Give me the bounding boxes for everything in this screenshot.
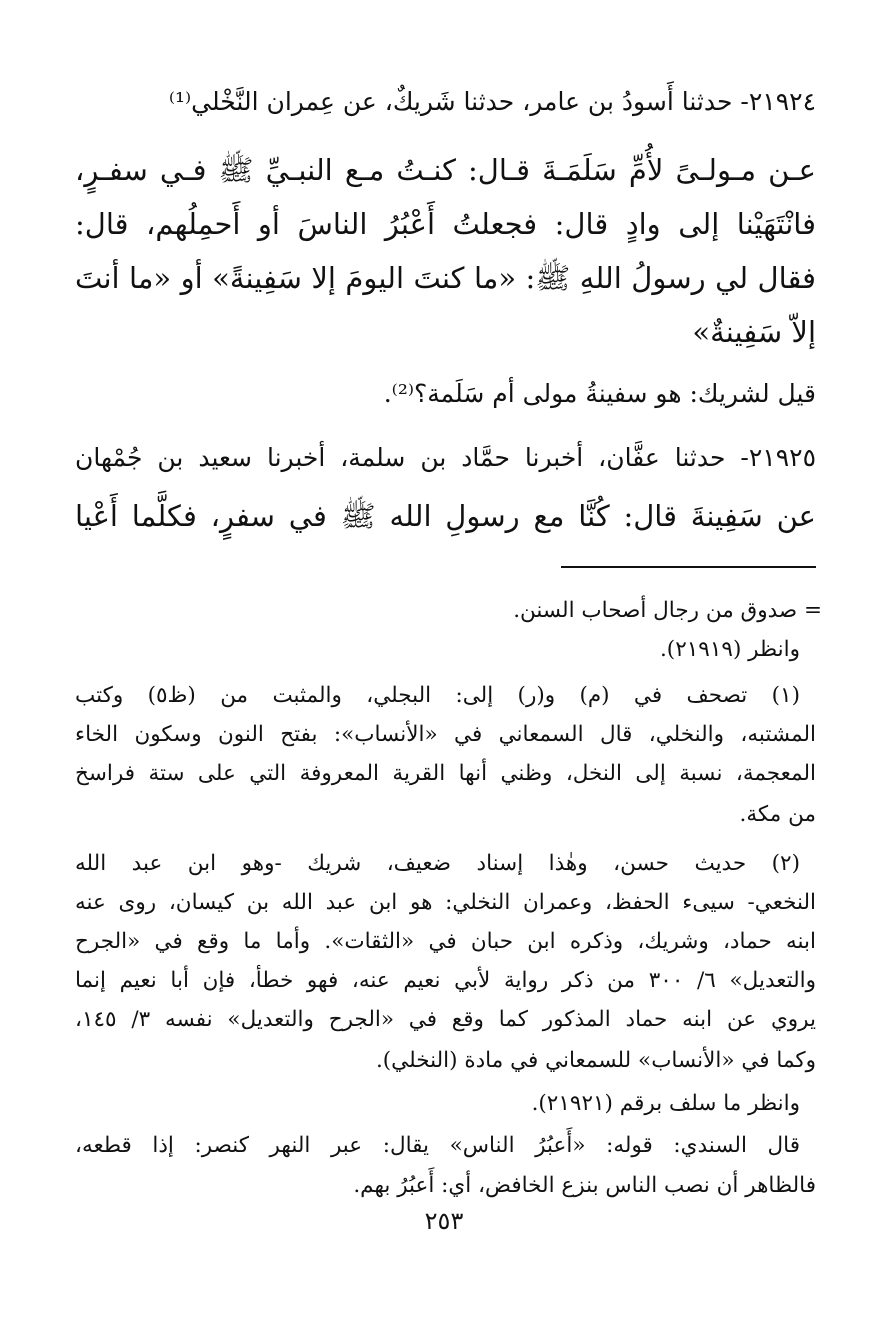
- footnote-continuation-line-1: = صدوق من رجال أصحاب السنن.: [513, 598, 822, 623]
- hadith-21925-line-1: عن سَفِينةَ قال: كُنَّا مع رسولِ الله ﷺ في سفرٍ، فكلَّما أَعْيا: [75, 499, 816, 533]
- sindi-line-1: قال السندي: قوله: «أَعبُرُ الناس» يقال: عبر النهر كنصر: إذا قطعه،: [75, 1133, 800, 1158]
- see-also-line: وانظر ما سلف برقم (٢١٩٢١).: [531, 1091, 800, 1116]
- hadith-21924-line-1: عـن مـولـىً لأُمِّ سَلَمَـةَ قـال: كنـتُ مـع النبـيِّ ﷺ فـي سفـرٍ،: [75, 153, 816, 187]
- note-2-line-3: ابنه حماد، وشريك، وذكره ابن حبان في «الثقات». وأما ما وقع في «الجرح: [75, 929, 816, 954]
- hadith-21924-header: ٢١٩٢٤- حدثنا أَسودُ بن عامر، حدثنا شَريكٌ، عن عِمران النَّخْلي⁽¹⁾: [168, 87, 816, 116]
- note-1-line-1: (١) تصحف في (م) و(ر) إلى: البجلي، والمثبت من (ظ٥) وكتب: [75, 683, 800, 708]
- sindi-line-2: فالظاهر أن نصب الناس بنزع الخافض، أي: أَعبُرُ بهم.: [353, 1173, 816, 1198]
- hadith-21924-line-4: إلاّ سَفِينةٌ»: [692, 315, 816, 349]
- hadith-21924-line-3: فقال لي رسولُ اللهِ ﷺ: «ما كنتَ اليومَ إلا سَفِينةً» أو «ما أنتَ: [75, 261, 816, 295]
- note-1-line-3: المعجمة، نسبة إلى النخل، وظني أنها القرية المعروفة التي على ستة فراسخ: [75, 761, 816, 786]
- note-2-line-5: يروي عن ابنه حماد المذكور كما وقع في «الجرح والتعديل» نفسه ٣/ ١٤٥،: [75, 1007, 816, 1032]
- hadith-21925-header: ٢١٩٢٥- حدثنا عفَّان، أخبرنا حمَّاد بن سلمة، أخبرنا سعيد بن جُمْهان: [75, 443, 816, 472]
- hadith-21924-line-2: فانْتَهَيْنا إلى وادٍ قال: فجعلتُ أَعْبُرُ الناسَ أو أَحمِلُهم، قال:: [75, 207, 816, 241]
- note-1-line-4: من مكة.: [739, 802, 816, 827]
- note-2-line-4: والتعديل» ٦/ ٣٠٠ من ذكر رواية لأبي نعيم عنه، فهو خطأ، فإن أبا نعيم إنما: [75, 968, 816, 993]
- footnote-continuation-line-2: وانظر (٢١٩١٩).: [659, 637, 800, 662]
- note-2-line-1: (٢) حديث حسن، وهٰذا إسناد ضعيف، شريك -وهو ابن عبد الله: [75, 851, 800, 876]
- note-1-line-2: المشتبه، والنخلي، قال السمعاني في «الأنساب»: بفتح النون وسكون الخاء: [75, 722, 816, 747]
- footnote-divider: [561, 566, 816, 568]
- note-2-line-2: النخعي- سيىء الحفظ، وعمران النخلي: هو ابن عبد الله بن كيسان، روى عنه: [75, 890, 816, 915]
- note-2-line-6: وكما في «الأنساب» للسمعاني في مادة (النخلي).: [375, 1048, 816, 1073]
- qila-line: قيل لشريك: هو سفينةُ مولى أم سَلَمة؟⁽²⁾.: [383, 379, 816, 408]
- page-number: ٢٥٣: [424, 1207, 464, 1235]
